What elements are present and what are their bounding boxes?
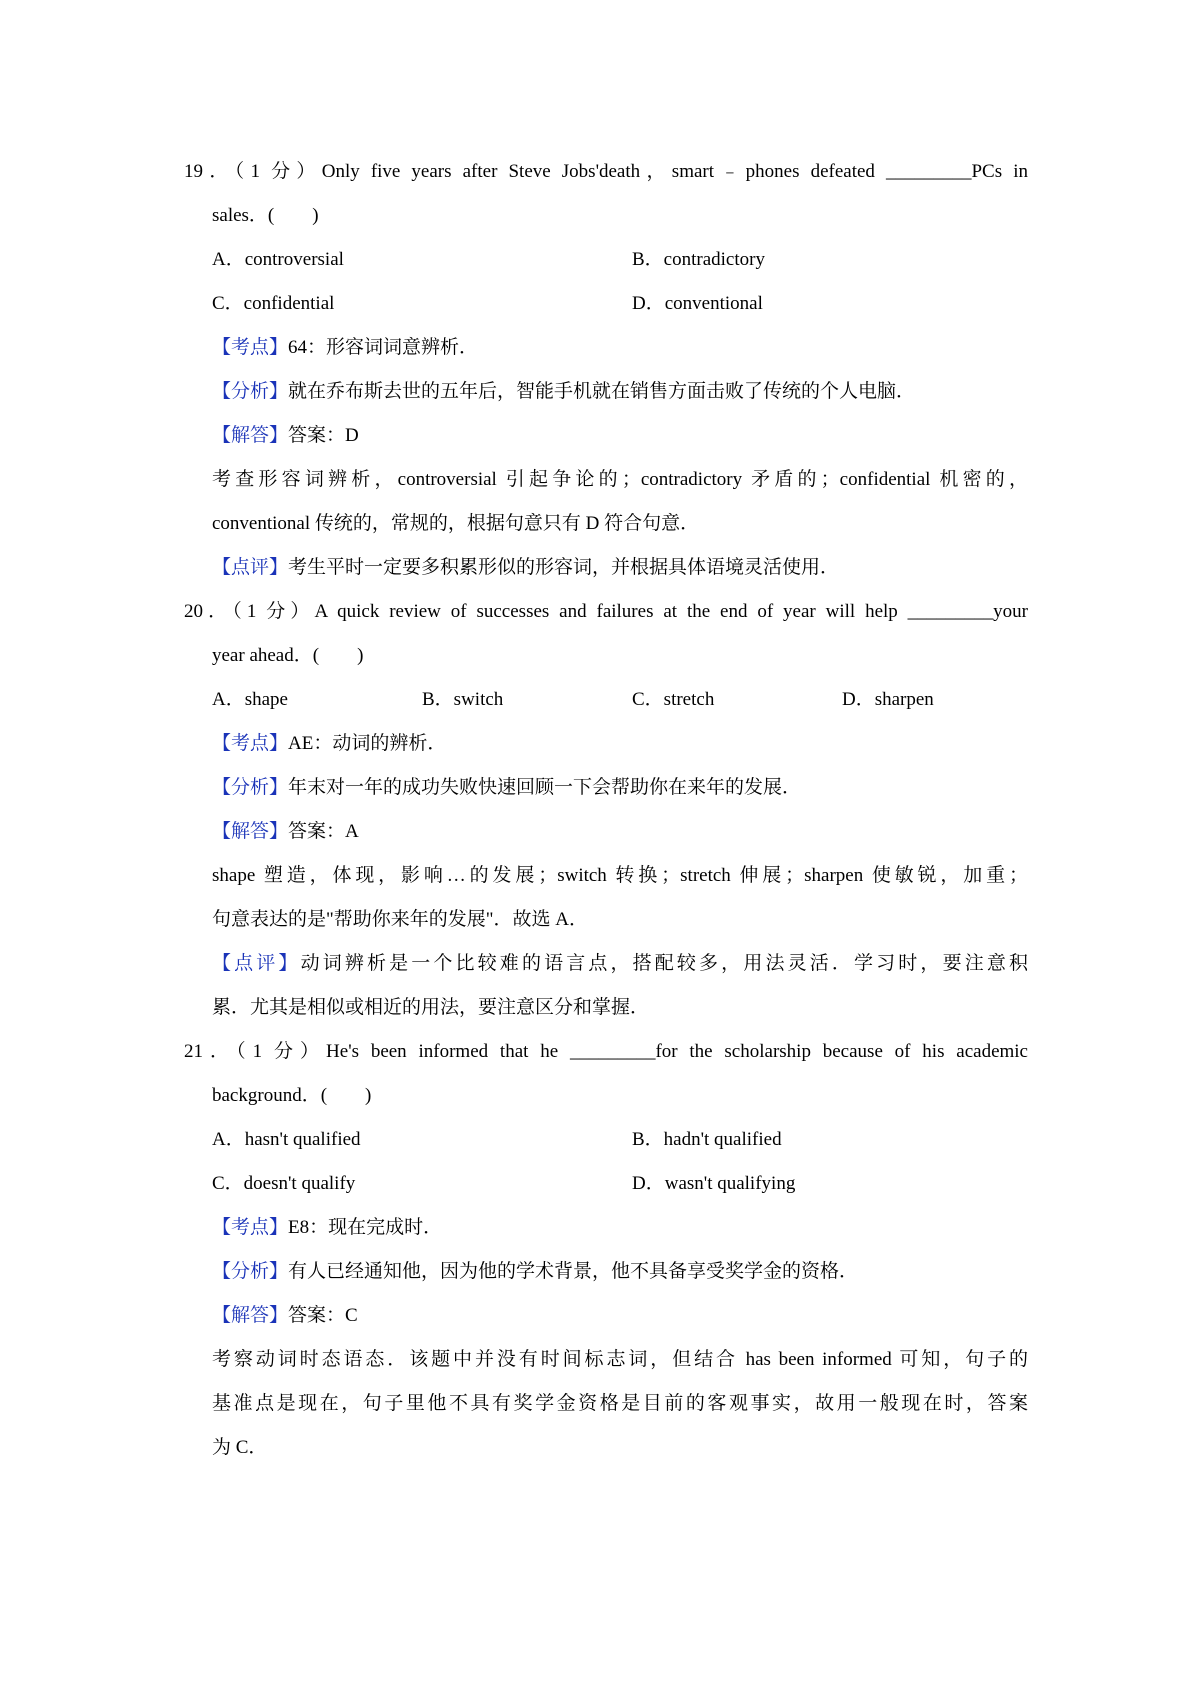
jieda-text: 答案：C <box>288 1305 358 1326</box>
kaodian-row <box>212 729 446 759</box>
dianping-continued: 累．尤其是相似或相近的用法，要注意区分和掌握． <box>212 997 650 1018</box>
option-b[interactable]: B．contradictory <box>632 249 765 270</box>
explanation-line: 考查形容词辨析，controversial 引起争论的；contradictory 矛盾的；confidential 机密的， <box>212 469 1028 490</box>
fenxi-tag: 【分析】 <box>212 1261 289 1282</box>
question-stem: 19．（1 分）Only five years after Steve Jobs'death，smart﹣phones defeated _________PCs in <box>184 161 1028 182</box>
explanation-line: 句意表达的是"帮助你来年的发展"．故选 A． <box>212 909 588 930</box>
option-a[interactable]: A．hasn't qualified <box>212 1129 361 1150</box>
kaodian-tag: 【考点】 <box>212 1217 289 1238</box>
explanation-line: conventional 传统的，常规的，根据句意只有 D 符合句意． <box>212 513 700 534</box>
dianping-row <box>212 553 839 583</box>
jieda-row <box>212 421 359 451</box>
fenxi-row <box>212 377 915 407</box>
option-d[interactable]: D．conventional <box>632 293 763 314</box>
question-stem-continued: year ahead．( ) <box>212 645 364 666</box>
option-d[interactable]: D．wasn't qualifying <box>632 1173 796 1194</box>
fenxi-row <box>212 1257 858 1287</box>
fenxi-text: 有人已经通知他，因为他的学术背景，他不具备享受奖学金的资格． <box>288 1261 859 1282</box>
question-stem: 21．（1 分）He's been informed that he _________for the scholarship because of his academic <box>184 1041 1028 1062</box>
option-c[interactable]: C．stretch <box>632 689 715 710</box>
explanation-line: 考察动词时态语态．该题中并没有时间标志词，但结合 has been informed 可知，句子的 <box>212 1349 1028 1370</box>
jieda-row <box>212 817 359 847</box>
jieda-tag: 【解答】 <box>212 1305 289 1326</box>
explanation-line: shape 塑造，体现，影响…的发展；switch 转换；stretch 伸展；sharpen 使敏锐，加重； <box>212 865 1028 886</box>
kaodian-tag: 【考点】 <box>212 733 289 754</box>
question-stem-continued: background．( ) <box>212 1085 372 1106</box>
jieda-tag: 【解答】 <box>212 821 289 842</box>
question-stem-continued: sales．( ) <box>212 205 319 226</box>
option-c[interactable]: C．doesn't qualify <box>212 1173 356 1194</box>
explanation-line: 基准点是现在，句子里他不具有奖学金资格是目前的客观事实，故用一般现在时，答案 <box>212 1393 1028 1414</box>
explanation-line: 为 C． <box>212 1437 268 1458</box>
dianping-row <box>212 949 1028 979</box>
kaodian-text: AE：动词的辨析． <box>288 733 447 754</box>
option-c[interactable]: C．confidential <box>212 293 335 314</box>
jieda-tag: 【解答】 <box>212 425 289 446</box>
option-b[interactable]: B．switch <box>422 689 504 710</box>
dianping-text: 动词辨析是一个比较难的语言点，搭配较多，用法灵活．学习时，要注意积 <box>300 953 1028 974</box>
fenxi-tag: 【分析】 <box>212 777 289 798</box>
fenxi-row <box>212 773 801 803</box>
dianping-tag: 【点评】 <box>212 953 301 974</box>
kaodian-text: 64：形容词词意辨析． <box>288 337 479 358</box>
dianping-text: 考生平时一定要多积累形似的形容词，并根据具体语境灵活使用． <box>288 557 840 578</box>
fenxi-tag: 【分析】 <box>212 381 289 402</box>
fenxi-text: 就在乔布斯去世的五年后，智能手机就在销售方面击败了传统的个人电脑． <box>288 381 916 402</box>
kaodian-row <box>212 1213 442 1243</box>
kaodian-text: E8：现在完成时． <box>288 1217 443 1238</box>
option-b[interactable]: B．hadn't qualified <box>632 1129 782 1150</box>
jieda-row <box>212 1301 358 1331</box>
fenxi-text: 年末对一年的成功失败快速回顾一下会帮助你在来年的发展． <box>288 777 802 798</box>
option-a[interactable]: A．controversial <box>212 249 344 270</box>
dianping-tag: 【点评】 <box>212 557 289 578</box>
option-a[interactable]: A．shape <box>212 689 288 710</box>
question-stem: 20．（1 分）A quick review of successes and failures at the end of year will help _________your <box>184 601 1028 622</box>
kaodian-tag: 【考点】 <box>212 337 289 358</box>
kaodian-row <box>212 333 478 363</box>
jieda-text: 答案：A <box>288 821 359 842</box>
jieda-text: 答案：D <box>288 425 359 446</box>
option-d[interactable]: D．sharpen <box>842 689 934 710</box>
